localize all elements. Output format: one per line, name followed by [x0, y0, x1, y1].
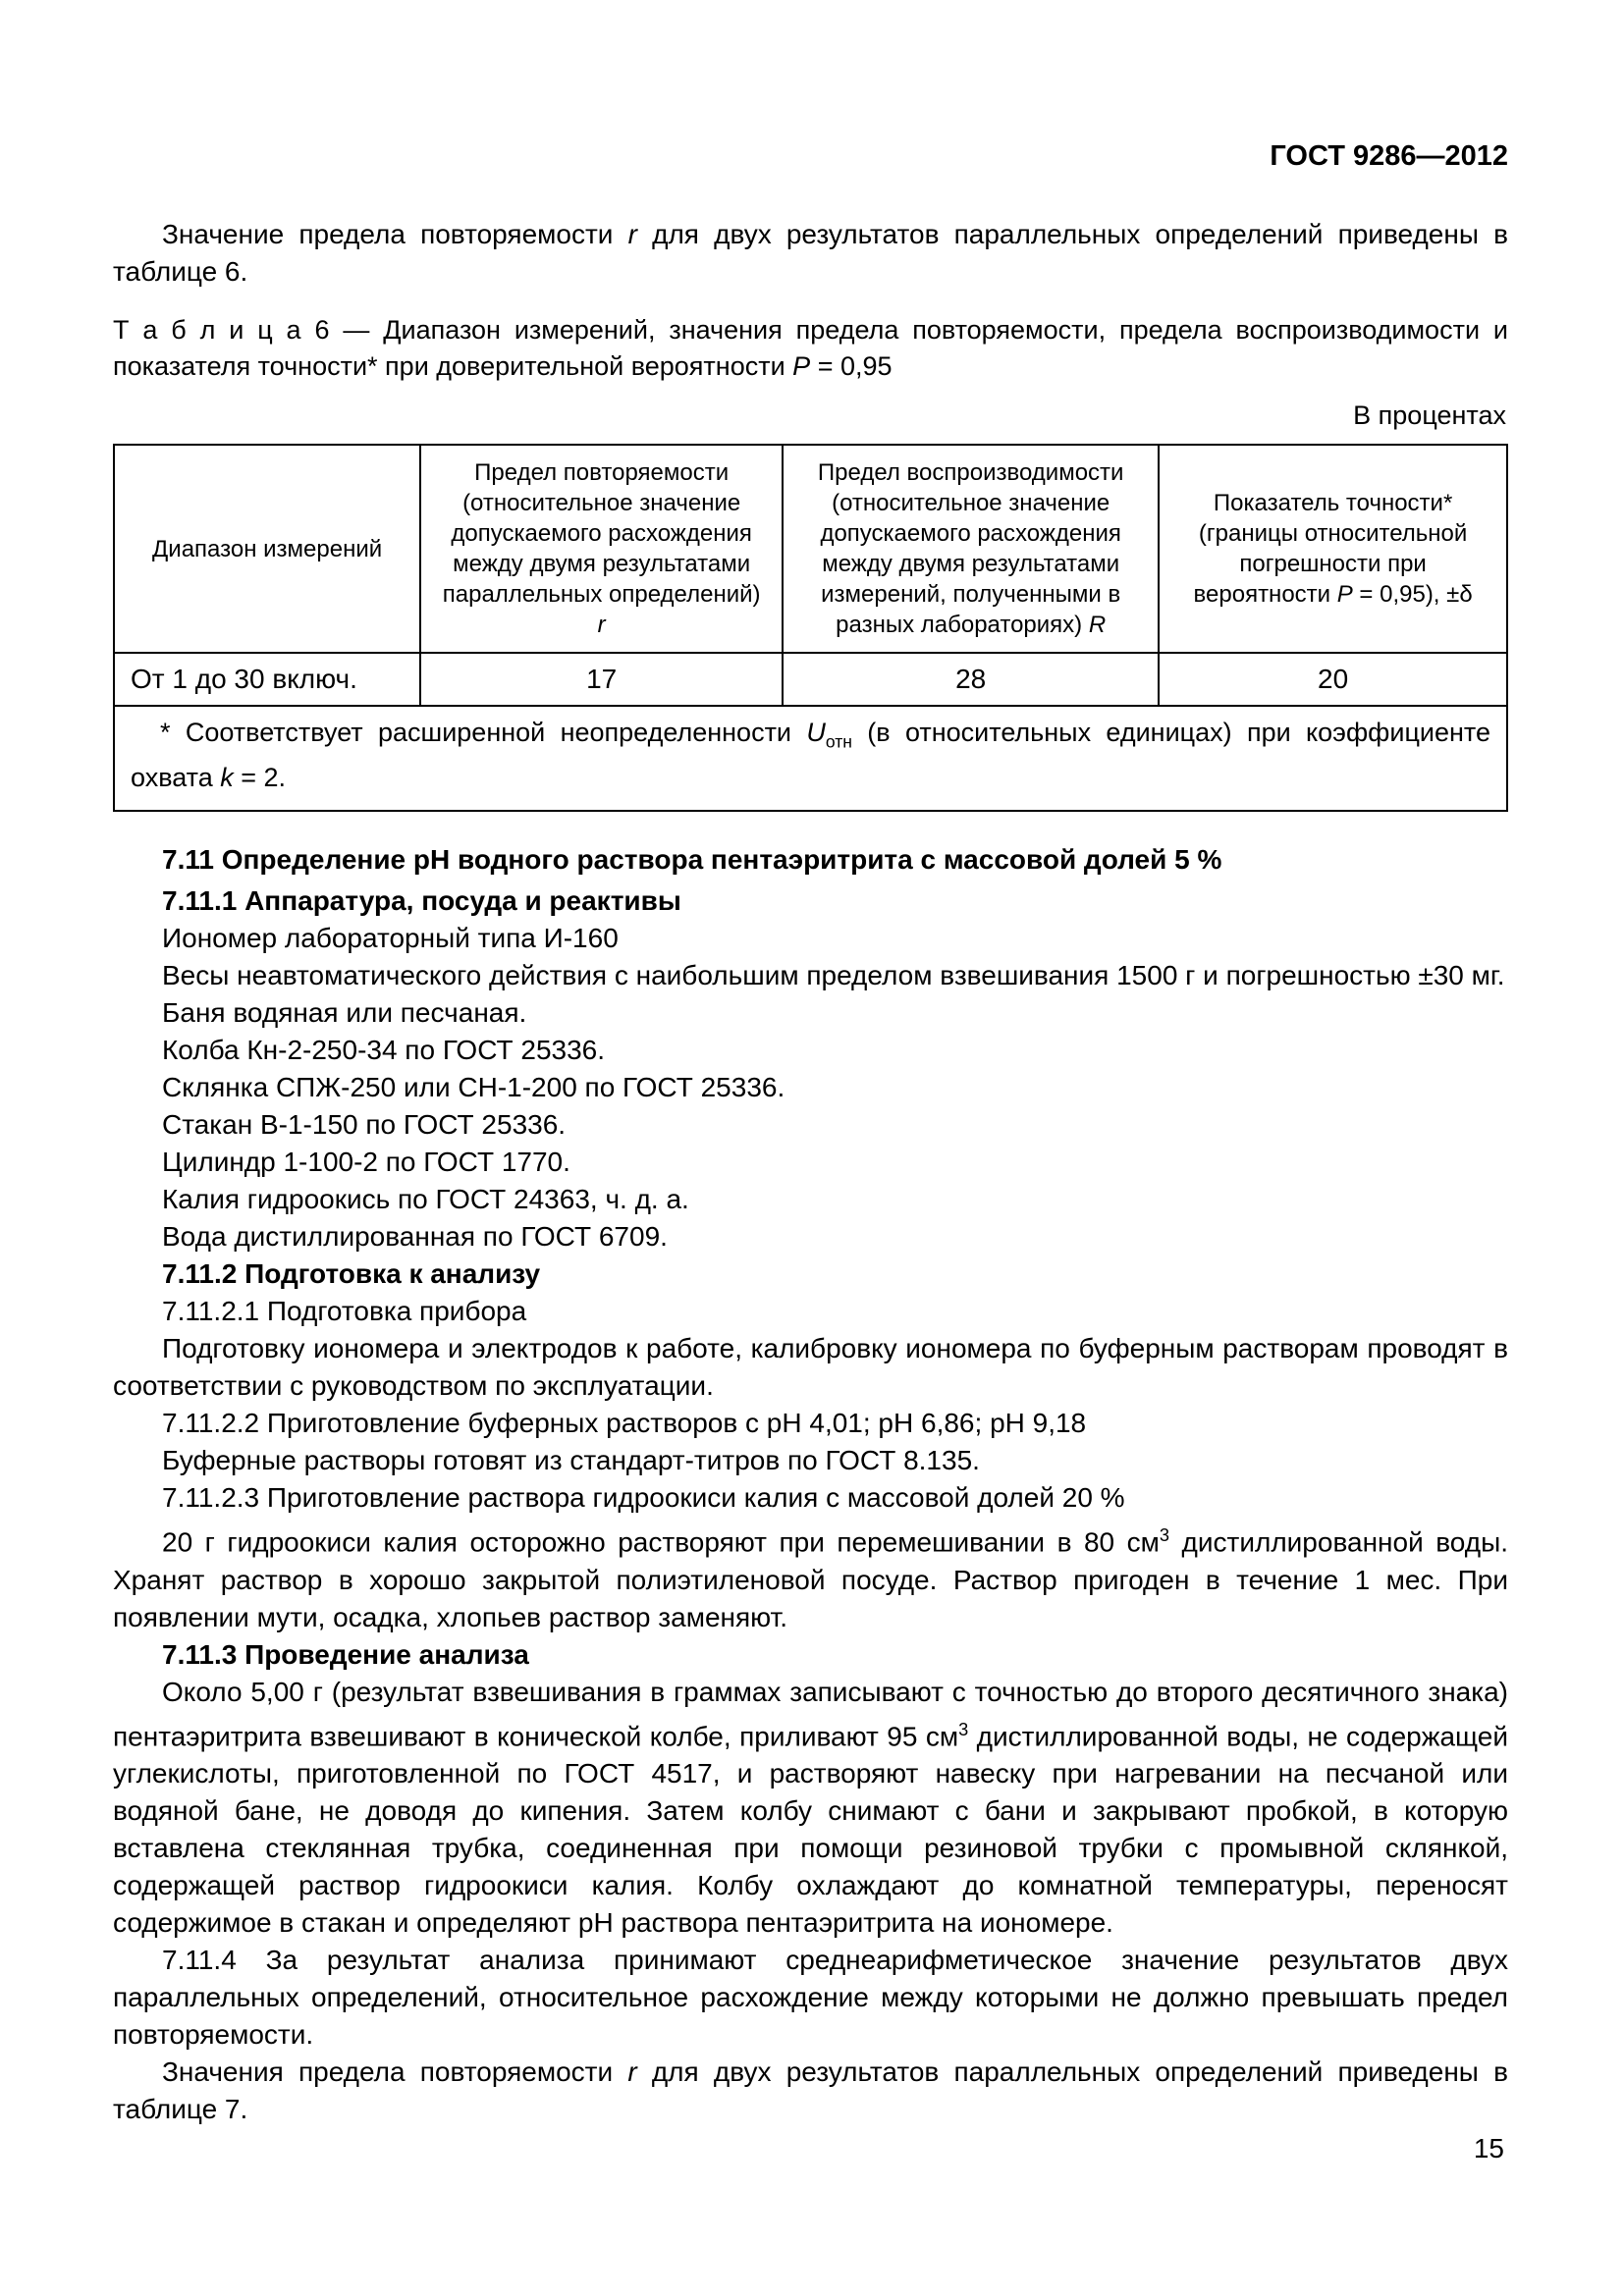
text-fragment: 20 г гидроокиси калия осторожно растворяют при перемешивании в 80 см — [162, 1526, 1160, 1558]
units-note: В процентах — [1353, 400, 1506, 430]
intro-paragraph — [113, 216, 1508, 291]
section-7-11-2-3-title: 7.11.2.3 Приготовление раствора гидроокиси калия с массовой долей 20 % — [162, 1482, 1125, 1514]
repeatability-value-cell: 17 — [420, 653, 783, 706]
accuracy-value-cell: 20 — [1159, 653, 1507, 706]
text-fragment: Предел повторяемости (относительное значение допускаемого расхождения между двумя результатами параллельных определений) — [442, 459, 761, 608]
symbol-r-italic: r — [627, 2056, 637, 2088]
apparatus-item: Калия гидроокись по ГОСТ 24363, ч. д. а. — [162, 1184, 689, 1215]
section-7-11-title: 7.11 Определение рН водного раствора пентаэритрита с массовой долей 5 % — [162, 844, 1222, 876]
superscript-3: 3 — [1159, 1525, 1170, 1546]
symbol-r-italic: r — [627, 219, 637, 249]
text-fragment: Около 5,00 г (результат взвешивания в граммах записывают с точностью до второго десятичного знака) пентаэритрита взвешивают в конической колбе, приливают 95 см — [113, 1676, 1508, 1752]
text-fragment: Значения предела повторяемости — [162, 2056, 628, 2088]
text-fragment: (в относительных единицах) при коэффициенте охвата — [131, 718, 1491, 793]
section-7-11-2-1-paragraph: Подготовку иономера и электродов к работе, калибровку иономера по буферным растворам проводят в соответствии с руководством по эксплуатации. — [113, 1333, 1508, 1402]
symbol-r-italic: r — [597, 612, 606, 638]
text-fragment: * Соответствует расширенной неопределенности — [160, 718, 807, 747]
text-fragment: дистиллированной воды. Хранят раствор в хорошо закрытой полиэтиленовой посуде. Раствор пригоден в течение 1 мес. При появлении мути, осадка, хлопьев раствор заменяют. — [113, 1526, 1508, 1632]
table-header-row — [114, 445, 1507, 653]
apparatus-item: Баня водяная или песчаная. — [162, 997, 527, 1029]
superscript-3: 3 — [958, 1719, 969, 1739]
section-7-11-1-title: 7.11.1 Аппаратура, посуда и реактивы — [162, 885, 681, 917]
apparatus-item: Иономер лабораторный типа И-160 — [162, 923, 619, 954]
table-6 — [113, 444, 1508, 812]
text-fragment: дистиллированной воды, не содержащей углекислоты, приготовленной по ГОСТ 4517, и растворяют навеску при нагревании на песчаной или водяной бане, не доводя до кипения. Затем колбу снимают с бани и закрывают пробкой, в которую вставлена стеклянная трубка, соединенная при помощи резиновой трубки с промывной склянкой, содержащей раствор гидроокиси калия. Колбу охлаждают до комнатной температуры, переносят содержимое в стакан и определяют рН раствора пентаэритрита на иономере. — [113, 1721, 1508, 1939]
symbol-p-italic: P — [1336, 581, 1353, 608]
table-footnote — [131, 715, 1490, 796]
text-fragment: = 0,95 — [810, 351, 893, 381]
closing-paragraph — [113, 2054, 1508, 2128]
section-7-11-2-title: 7.11.2 Подготовка к анализу — [162, 1258, 541, 1290]
document-number: ГОСТ 9286—2012 — [1270, 140, 1508, 172]
section-7-11-2-3-paragraph — [113, 1517, 1508, 1635]
col-header-measurement-range: Диапазон измерений — [114, 445, 420, 653]
table-caption — [113, 312, 1508, 385]
text-fragment: для двух результатов параллельных определений приведены в таблице 6. — [113, 219, 1508, 287]
apparatus-item: Весы неавтоматического действия с наибольшим пределом взвешивания 1500 г и погрешностью ±30 мг. — [162, 960, 1505, 991]
symbol-U-italic: U — [806, 718, 826, 747]
subscript-otn: отн — [825, 731, 852, 752]
section-7-11-2-1-title: 7.11.2.1 Подготовка прибора — [162, 1296, 527, 1327]
symbol-p-italic: P — [792, 351, 811, 381]
text-fragment: Т а б л и ц а 6 — Диапазон измерений, значения предела повторяемости, предела воспроизводимости и показателя точности* при доверительной вероятности — [113, 315, 1508, 381]
section-7-11-4-paragraph: 7.11.4 За результат анализа принимают среднеарифметическое значение результатов двух параллельных определений, относительное расхождение между которыми не должно превышать предел повторяемости. — [113, 1945, 1508, 2051]
symbol-k-italic: k — [220, 763, 234, 793]
table-row — [114, 653, 1507, 706]
section-7-11-2-2-paragraph: Буферные растворы готовят из стандарт-титров по ГОСТ 8.135. — [162, 1445, 980, 1476]
range-cell: От 1 до 30 включ. — [114, 653, 420, 706]
text-fragment: = 2. — [233, 763, 287, 793]
section-7-11-2-2-title: 7.11.2.2 Приготовление буферных растворов с рН 4,01; рН 6,86; рН 9,18 — [162, 1408, 1087, 1439]
col-header-accuracy-index — [1159, 445, 1507, 653]
text-fragment: для двух результатов параллельных определений приведены в таблице 7. — [113, 2056, 1508, 2125]
text-fragment: Значение предела повторяемости — [162, 219, 628, 249]
page-number: 15 — [1473, 2133, 1504, 2163]
apparatus-item: Вода дистиллированная по ГОСТ 6709. — [162, 1221, 668, 1253]
apparatus-item: Склянка СПЖ-250 или СН-1-200 по ГОСТ 25336. — [162, 1072, 785, 1103]
text-fragment: Предел воспроизводимости (относительное значение допускаемого расхождения между двумя результатами измерений, полученными в разных лабораториях) — [817, 459, 1124, 638]
table-footnote-row — [114, 706, 1507, 811]
apparatus-item: Стакан В-1-150 по ГОСТ 25336. — [162, 1109, 567, 1141]
section-7-11-3-title: 7.11.3 Проведение анализа — [162, 1638, 529, 1670]
text-fragment: = 0,95), ±δ — [1352, 581, 1473, 608]
col-header-reproducibility-limit — [783, 445, 1159, 653]
apparatus-item: Колба Кн-2-250-34 по ГОСТ 25336. — [162, 1035, 606, 1066]
symbol-R-italic: R — [1088, 612, 1107, 638]
text-fragment: Показатель точности* (границы относительной погрешности при вероятности — [1193, 490, 1468, 608]
apparatus-item: Цилиндр 1-100-2 по ГОСТ 1770. — [162, 1147, 570, 1178]
section-7-11-3-paragraph — [113, 1674, 1508, 1942]
reproducibility-value-cell: 28 — [783, 653, 1159, 706]
table-footnote-cell — [114, 706, 1507, 811]
col-header-repeatability-limit — [420, 445, 783, 653]
